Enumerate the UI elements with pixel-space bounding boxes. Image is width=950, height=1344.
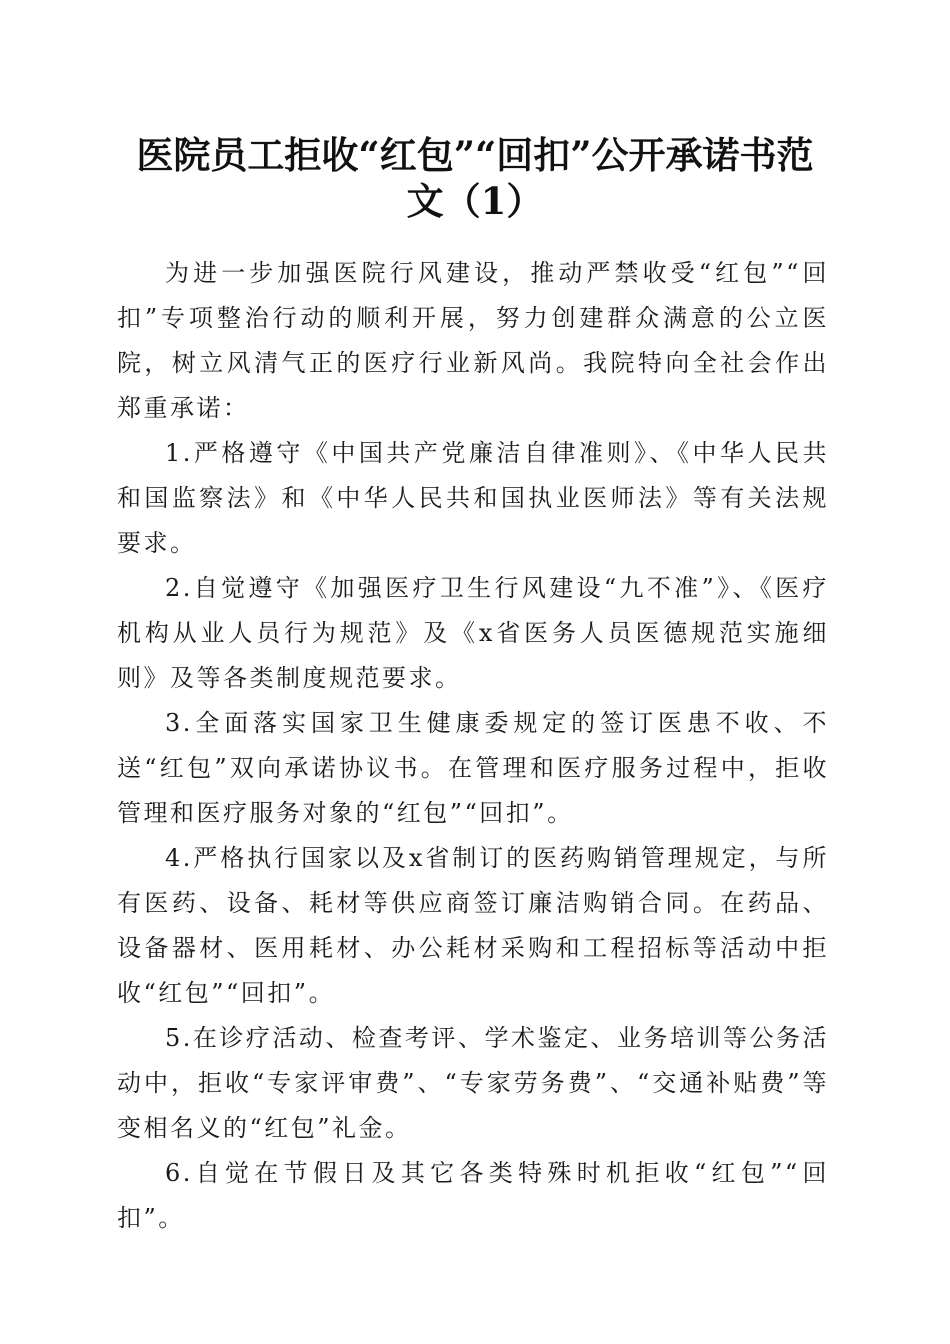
commitment-item-6: 6.自觉在节假日及其它各类特殊时机拒收“红包”“回扣”。 xyxy=(117,1159,829,1232)
commitment-item-1: 1.严格遵守《中国共产党廉洁自律准则》、《中华人民共和国监察法》和《中华人民共和国执业医师法》等有关法规要求。 xyxy=(117,439,829,557)
document-title-line-2: 文（1） xyxy=(406,179,544,223)
commitment-item-5: 5.在诊疗活动、检查考评、学术鉴定、业务培训等公务活动中，拒收“专家评审费”、“专家劳务费”、“交通补贴费”等变相名义的“红包”礼金。 xyxy=(117,1024,829,1142)
intro-paragraph: 为进一步加强医院行风建设，推动严禁收受“红包”“回扣”专项整治行动的顺利开展，努力创建群众满意的公立医院，树立风清气正的医疗行业新风尚。我院特向全社会作出郑重承诺： xyxy=(117,259,829,422)
commitment-item-4: 4.严格执行国家以及x省制订的医药购销管理规定，与所有医药、设备、耗材等供应商签订廉洁购销合同。在药品、设备器材、医用耗材、办公耗材采购和工程招标等活动中拒收“红包”“回扣”。 xyxy=(117,844,829,1007)
commitment-item-2: 2.自觉遵守《加强医疗卫生行风建设“九不准”》、《医疗机构从业人员行为规范》及《x省医务人员医德规范实施细则》及等各类制度规范要求。 xyxy=(117,574,829,692)
document-title-line-1: 医院员工拒收“红包”“回扣”公开承诺书范 xyxy=(136,133,814,177)
commitment-item-3: 3.全面落实国家卫生健康委规定的签订医患不收、不送“红包”双向承诺协议书。在管理和医疗服务过程中，拒收管理和医疗服务对象的“红包”“回扣”。 xyxy=(117,709,829,827)
document-body xyxy=(117,251,829,1241)
document-title xyxy=(110,132,840,224)
